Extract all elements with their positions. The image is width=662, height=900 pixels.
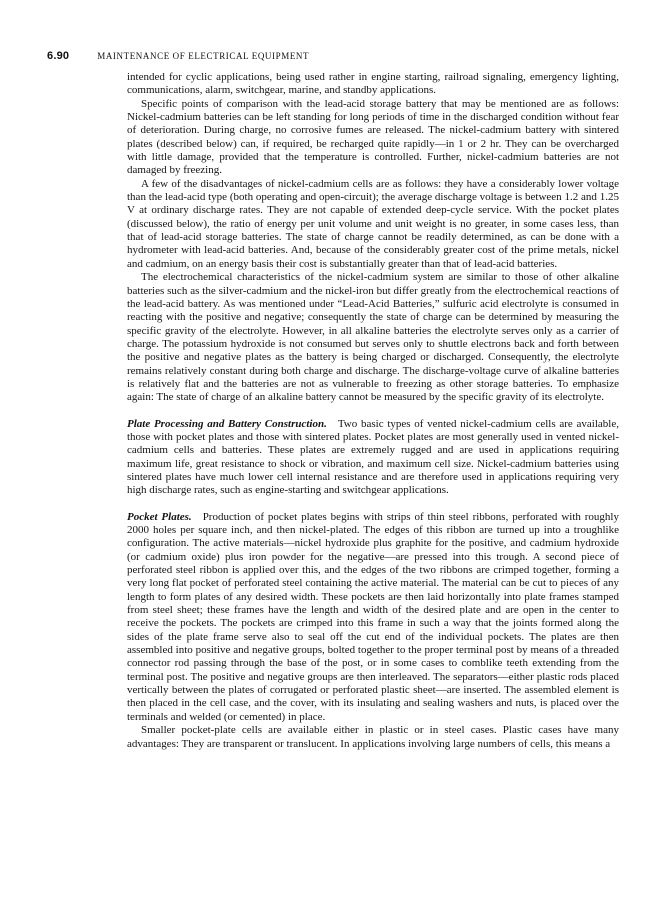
paragraph-text: Smaller pocket-plate cells are available either in plastic or in steel cases. Plastic cases have many advantages: They are transparent or translucent. In applications involving large numbers of cells, this means a [127,724,619,750]
paragraph [127,418,619,498]
paragraph-text: The electrochemical characteristics of the nickel-cadmium system are similar to those of other alkaline batteries such as the silver-cadmium and the nickel-iron but differ greatly from the electrochemical reactions of the lead-acid battery. As was mentioned under “Lead-Acid Batteries,” sulfuric acid electrolyte is consumed in reacting with the positive and negative; consequently the state of charge can be determined by measuring the specific gravity of the electrolyte. However, in all alkaline batteries the electrolyte serves only as a carrier of charge. The potassium hydroxide is not consumed but serves only to shuttle electrons back and forth between the positive and negative plates as the battery is being charged or discharged. Consequently, the electrolyte remains relatively constant during both charge and discharge. The discharge-voltage curve of alkaline batteries is relatively flat and the batteries are not as vulnerable to freezing as other storage batteries. To emphasize again: The state of charge of an alkaline battery cannot be measured by the specific gravity of its electrolyte. [127,271,619,404]
running-head-title: MAINTENANCE OF ELECTRICAL EQUIPMENT [97,51,310,61]
paragraph [127,98,619,178]
paragraph-text: Specific points of comparison with the lead-acid storage battery that may be mentioned are as follows: Nickel-cadmium batteries can be left standing for long periods of time in the discharged condition without fear of deterioration. During charge, no corrosive fumes are released. The nickel-cadmium battery with sintered plates (described below) can, if required, be recharged quite rapidly—in 1 or 2 hr. They can be overcharged with little damage, provided that the temperature is controlled. Further, nickel-cadmium batteries are not damaged by freezing. [127,97,619,177]
paragraph [127,724,619,751]
paragraph-text: A few of the disadvantages of nickel-cadmium cells are as follows: they have a considerably lower voltage than the lead-acid type (both operating and open-circuit); the average discharge voltage is between 1.2 and 1.25 V at ordinary discharge rates. They are not capable of extended deep-cycle service. With the pocket plates (discussed below), the ratio of energy per unit volume and unit weight is no greater, in some cases less, than that of lead-acid storage batteries. The state of charge cannot be readily determined, as can be done with a hydrometer with lead-acid batteries. And, because of the considerably greater cost of the prime metals, nickel and cadmium, on an energy basis their cost is substantially greater than that of lead-acid batteries. [127,177,619,270]
body-text-column [127,71,619,751]
running-header [47,46,618,64]
run-in-heading: Plate Processing and Battery Construction. [127,417,327,430]
paragraph [127,71,619,98]
paragraph [127,271,619,404]
paragraph-text: Two basic types of vented nickel-cadmium cells are available, those with pocket plates and those with sintered plates. Pocket plates are most generally used in vented nickel-cadmium cells and batteries. These plates are extremely rugged and are used in applications requiring maximum life, great resistance to shock or vibration, and maximum cell size. Nickel-cadmium batteries using sintered plates have much lower cell internal resistance and are therefore used in applications requiring very high discharge rates, such as engine-starting and switchgear applications. [127,417,619,497]
run-in-heading: Pocket Plates. [127,510,192,523]
paragraph-text: Production of pocket plates begins with strips of thin steel ribbons, perforated with roughly 2000 holes per square inch, and then nickel-plated. The edges of this ribbon are turned up into a troughlike configuration. The active materials—nickel hydroxide plus graphite for the positive, and cadmium hydroxide (or cadmium oxide) plus iron powder for the negative—are pressed into this trough. A second piece of perforated steel ribbon is applied over this, and the edges of the two ribbons are crimped together, forming a very long flat pocket of perforated steel containing the active material. The material can be cut to pieces of any length to form plates of any desired width. These pockets are then laid horizontally into plate frames stamped from steel sheet; these frames have the length and width of the desired plate and are open in the center to receive the pockets. The pockets are crimped into this frame in such a way that the joints formed along the sides of the plate frame serve also to seal off the cut end of the individual pockets. The plates are then assembled into positive and negative groups, bolted together to the proper terminal post by means of a threaded connector rod passing through the base of the post, or in some cases to comblike teeth extending from the terminal post. The positive and negative groups are then interleaved. The separators—either plastic rods placed vertically between the plates of corrugated or perforated plastic sheet—are inserted. The assembled element is then placed in the cell case, and the cover, with its insulating and sealing washers and nuts, is placed over the terminals and welded (or cemented) in place. [127,510,619,723]
paragraph [127,178,619,271]
paragraph [127,511,619,725]
paragraph-text: intended for cyclic applications, being used rather in engine starting, railroad signaling, emergency lighting, communications, alarm, switchgear, marine, and standby applications. [127,71,619,97]
page-number: 6.90 [47,50,70,62]
